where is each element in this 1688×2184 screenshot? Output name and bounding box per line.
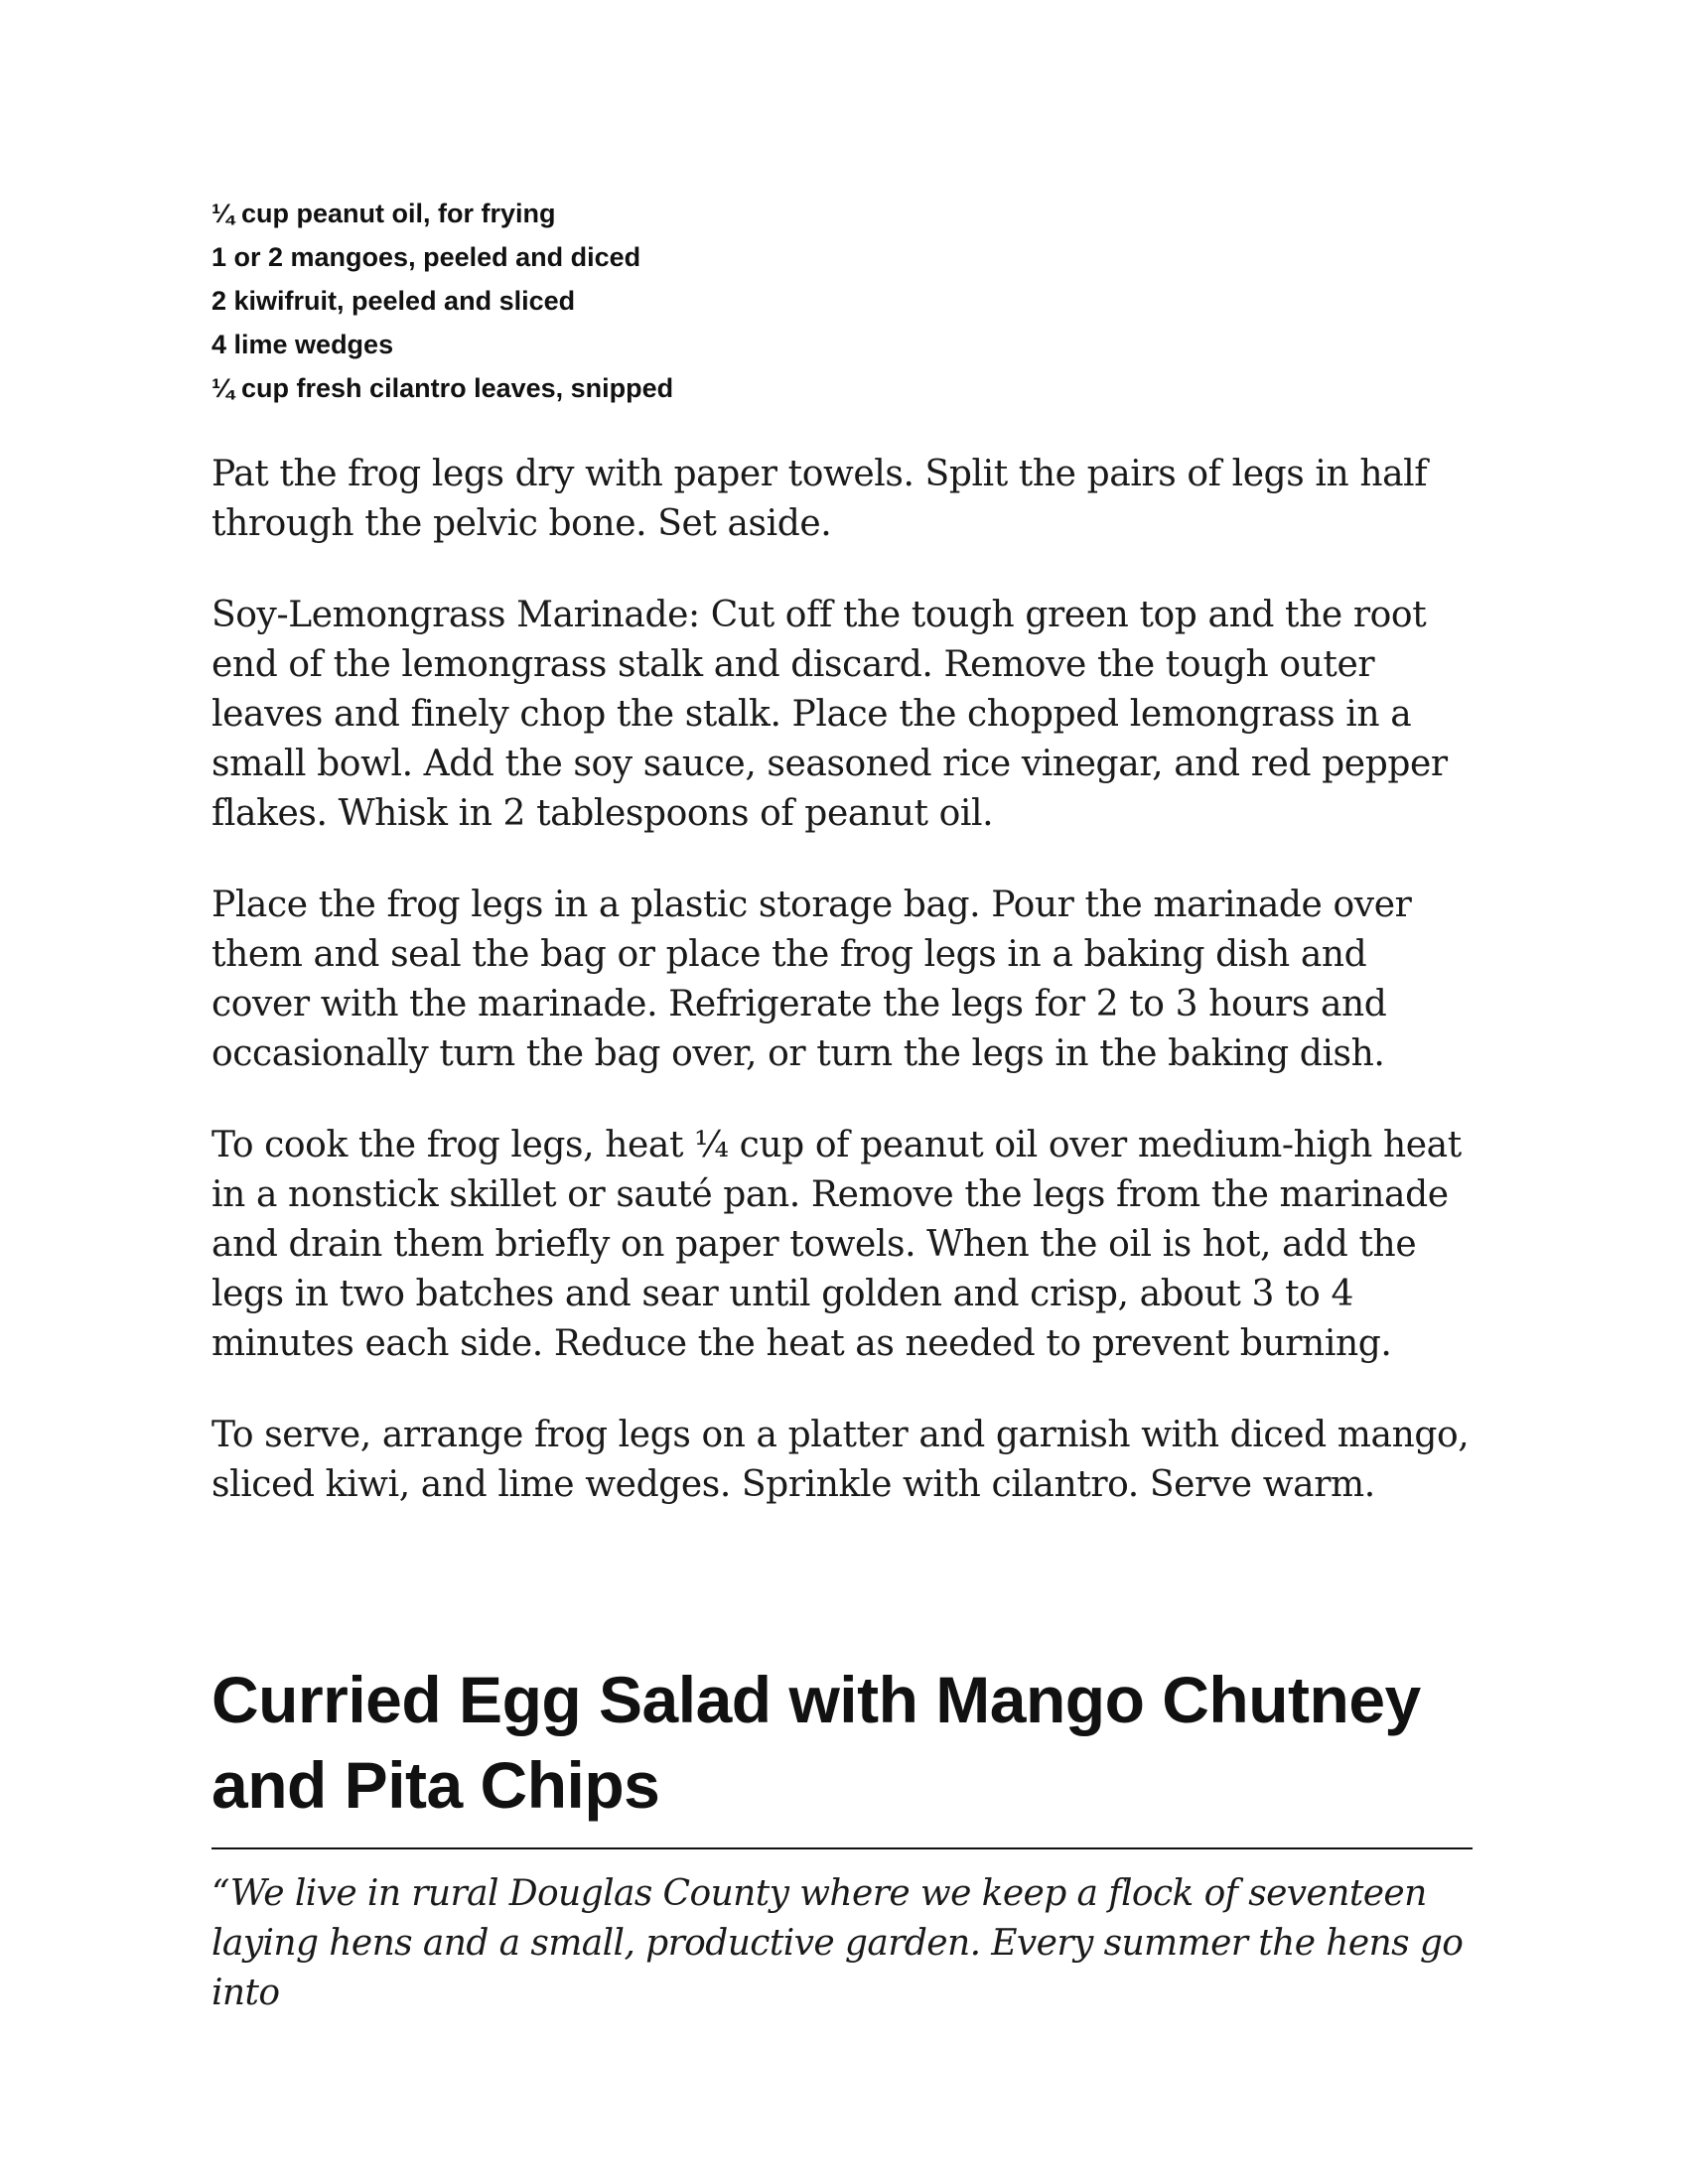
instruction-paragraph: Place the frog legs in a plastic storage bag. Pour the marinade over them and seal the bag or place the frog legs in a baking dish and cover with the marinade. Refrigerate the legs for 2 to 3 hours and occasionally turn the bag over, or turn the legs in the baking dish. [211,885,1412,1074]
ingredient-list [211,192,1473,410]
ingredient-item: ¼ cup fresh cilantro leaves, snipped [211,373,674,403]
ingredient-item: ¼ cup peanut oil, for frying [211,199,556,228]
instruction-paragraph: Pat the frog legs dry with paper towels. Split the pairs of legs in half through the pelvic bone. Set aside. [211,454,1428,544]
intro-quote: “We live in rural Douglas County where we keep a flock of seventeen laying hens and a small, productive garden. Every summer the hens go into [211,1873,1464,2013]
recipe-title: Curried Egg Salad with Mango Chutney and Pita Chips [211,1663,1421,1822]
instruction-paragraph: Soy-Lemongrass Marinade: Cut off the tough green top and the root end of the lemongrass stalk and discard. Remove the tough outer leaves and finely chop the stalk. Place the chopped lemongrass in a small bowl. Add the soy sauce, seasoned rice vinegar, and red pepper flakes. Whisk in 2 tablespoons of peanut oil. [211,595,1448,834]
title-divider [211,1847,1473,1849]
instruction-paragraph: To cook the frog legs, heat ¼ cup of peanut oil over medium-high heat in a nonstick skillet or sauté pan. Remove the legs from the marinade and drain them briefly on paper towels. When the oil is hot, add the legs in two batches and sear until golden and crisp, about 3 to 4 minutes each side. Reduce the heat as needed to prevent burning. [211,1125,1462,1364]
ingredient-item: 2 kiwifruit, peeled and sliced [211,286,576,316]
ingredient-item: 1 or 2 mangoes, peeled and diced [211,242,641,272]
instruction-paragraph: To serve, arrange frog legs on a platter and garnish with diced mango, sliced kiwi, and lime wedges. Sprinkle with cilantro. Serve warm. [211,1415,1470,1505]
document-page [211,192,1473,2018]
ingredient-item: 4 lime wedges [211,330,394,359]
